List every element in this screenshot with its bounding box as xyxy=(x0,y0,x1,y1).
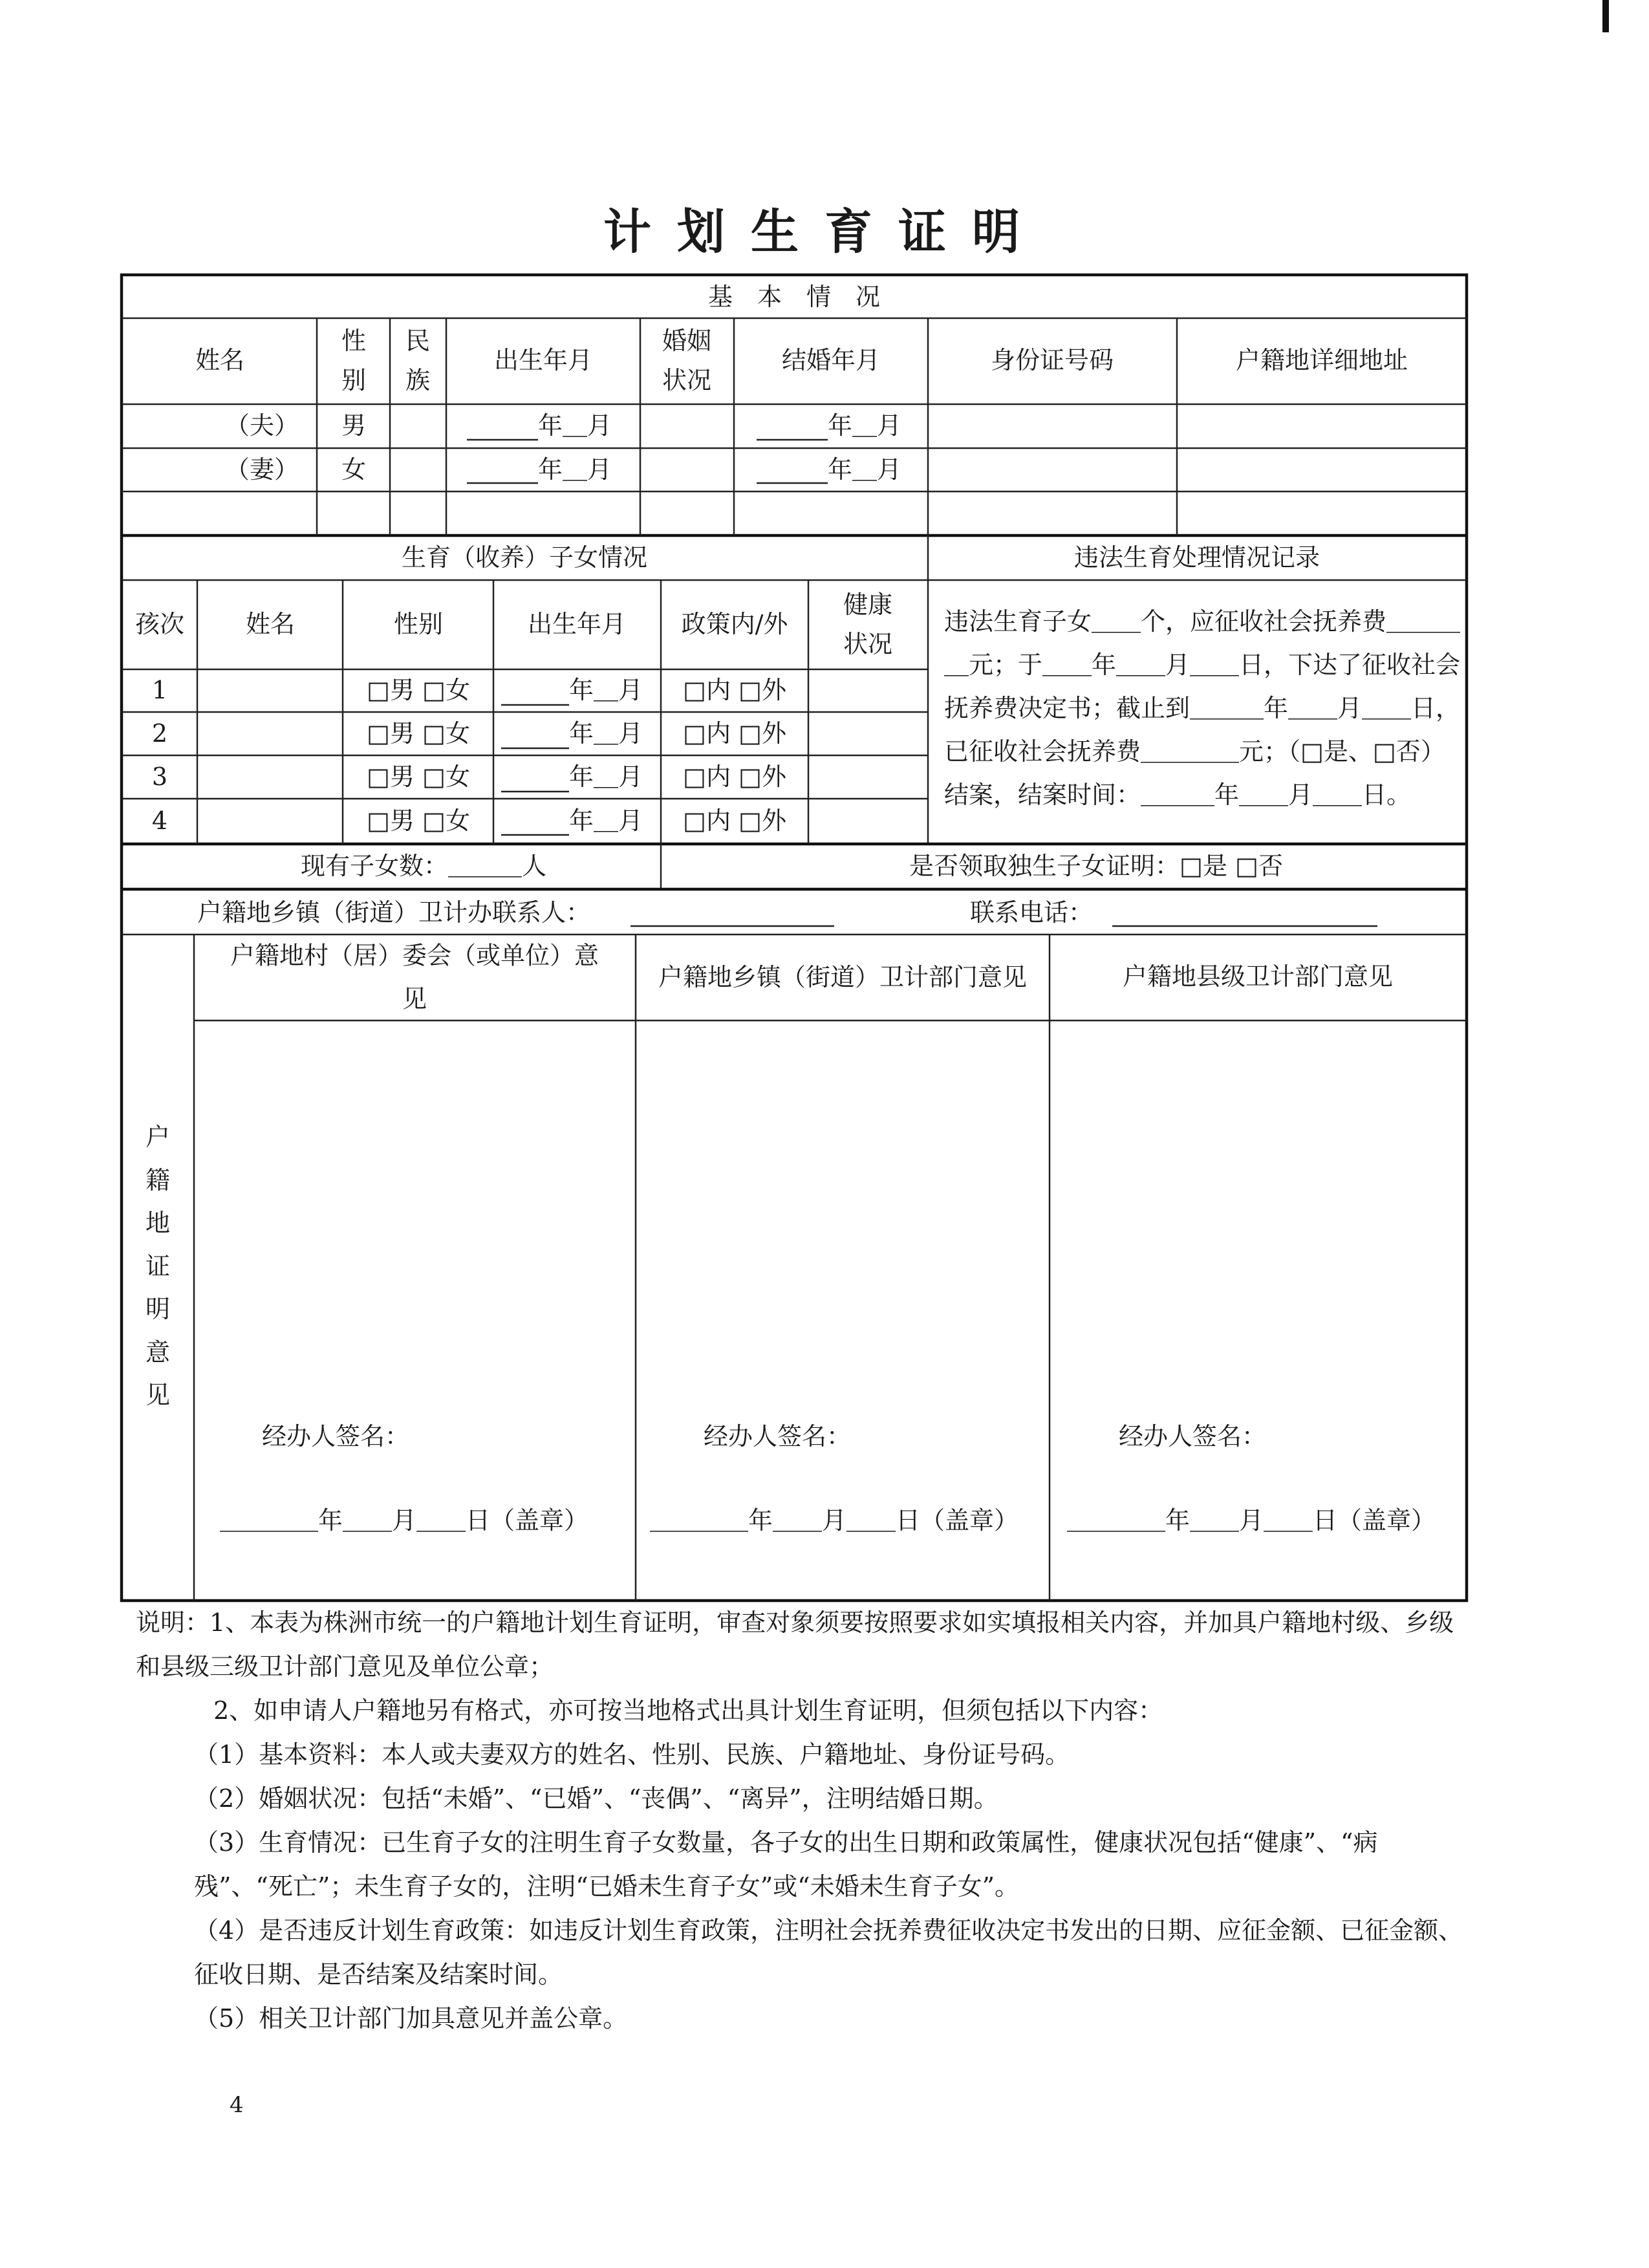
child-row-1-gender[interactable]: □男 □女 xyxy=(367,676,470,705)
child-row-3-birth[interactable]: 年＿月 xyxy=(569,762,643,792)
child-row-3-order: 3 xyxy=(151,762,168,792)
basic-h-name: 姓名 xyxy=(195,346,245,375)
child-row-1-birth[interactable]: 年＿月 xyxy=(569,676,643,705)
child-row-4-policy[interactable]: □内 □外 xyxy=(683,806,786,836)
contact-person-label: 户籍地乡镇（街道）卫计办联系人： xyxy=(197,898,591,927)
children-h-birth: 出生年月 xyxy=(527,610,627,639)
col1-date-stamp[interactable]: ＿＿＿＿年＿＿月＿＿日（盖章） xyxy=(220,1506,589,1535)
husband-gender: 男 xyxy=(341,411,367,440)
col1-signer-label: 经办人签名： xyxy=(262,1422,410,1451)
child-row-1-order: 1 xyxy=(151,676,168,705)
basic-h-marital: 婚姻状况 xyxy=(662,327,711,394)
note-2-5: （5）相关卫计部门加具意见并盖公章。 xyxy=(194,2004,628,2033)
violation-section-header: 违法生育处理情况记录 xyxy=(1073,543,1320,572)
child-row-3-policy[interactable]: □内 □外 xyxy=(683,762,786,792)
col3-signer-label: 经办人签名： xyxy=(1119,1422,1267,1451)
husband-label: （夫） xyxy=(224,411,299,440)
note-1: 说明：1、本表为株洲市统一的户籍地计划生育证明，审查对象须要按照要求如实填报相关内容，并加具户籍地村级、乡级和县级三级卫计部门意见及单位公章； xyxy=(136,1608,1454,1681)
notes-section xyxy=(136,1601,1468,2040)
child-row-4-birth[interactable]: 年＿月 xyxy=(569,806,643,836)
page-number: 4 xyxy=(230,2092,244,2118)
wife-birth[interactable]: 年＿月 xyxy=(538,455,612,484)
opinion-col2-header: 户籍地乡镇（街道）卫计部门意见 xyxy=(658,962,1027,991)
wife-gender: 女 xyxy=(341,455,367,484)
note-2-2: （2）婚姻状况：包括“未婚”、“已婚”、“丧偶”、“离异”，注明结婚日期。 xyxy=(194,1784,998,1813)
wife-label: （妻） xyxy=(224,455,299,484)
basic-h-gender: 性别 xyxy=(341,327,366,394)
note-2-1: （1）基本资料：本人或夫妻双方的姓名、性别、民族、户籍地址、身份证号码。 xyxy=(194,1740,1070,1769)
husband-married[interactable]: 年＿月 xyxy=(828,411,902,440)
only-child-certificate[interactable]: 是否领取独生子女证明：□是 □否 xyxy=(909,852,1283,881)
child-row-4-order: 4 xyxy=(151,806,168,836)
child-row-4-gender[interactable]: □男 □女 xyxy=(367,806,470,836)
basic-h-id: 身份证号码 xyxy=(990,346,1114,375)
col2-signer-label: 经办人签名： xyxy=(704,1422,852,1451)
basic-h-address: 户籍地详细地址 xyxy=(1235,346,1408,375)
opinion-col3-header: 户籍地县级卫计部门意见 xyxy=(1122,962,1394,991)
children-h-name: 姓名 xyxy=(245,610,296,639)
basic-h-ethnic: 民族 xyxy=(405,327,430,394)
basic-section-header: 基 本 情 况 xyxy=(707,283,881,312)
child-row-2-policy[interactable]: □内 □外 xyxy=(683,719,786,748)
contact-phone-label: 联系电话： xyxy=(970,898,1094,927)
page-title: 计划生育证明 xyxy=(603,204,1046,260)
note-2: 2、如申请人户籍地另有格式，亦可按当地格式出具计划生育证明，但须包括以下内容： xyxy=(213,1696,1163,1725)
basic-h-married: 结婚年月 xyxy=(781,346,881,375)
current-children-count[interactable]: 现有子女数：＿＿＿人 xyxy=(300,852,547,881)
child-row-2-birth[interactable]: 年＿月 xyxy=(569,719,643,748)
child-row-1-policy[interactable]: □内 □外 xyxy=(683,676,786,705)
children-h-policy: 政策内/外 xyxy=(681,610,788,639)
child-row-2-order: 2 xyxy=(151,719,168,748)
opinion-col1-header: 户籍地村（居）委会（或单位）意见 xyxy=(230,941,599,1013)
note-2-3: （3）生育情况：已生育子女的注明生育子女数量，各子女的出生日期和政策属性，健康状况包括“健康”、“病残”、“死亡”；未生育子女的，注明“已婚未生育子女”或“未婚未生育子女”。 xyxy=(194,1828,1378,1901)
wife-married[interactable]: 年＿月 xyxy=(828,455,902,484)
basic-h-birth: 出生年月 xyxy=(493,346,593,375)
violation-record-text: 违法生育子女＿＿个，应征收社会抚养费＿＿＿＿元；于＿＿年＿＿月＿＿日，下达了征收社会抚养费决定书；截止到＿＿＿年＿＿月＿＿日，已征收社会抚养费＿＿＿＿元；（□是、□否）结案，结案时间：＿＿＿年＿＿月＿＿日。 xyxy=(944,607,1461,809)
children-h-health: 健康状况 xyxy=(843,590,892,658)
col2-date-stamp[interactable]: ＿＿＿＿年＿＿月＿＿日（盖章） xyxy=(650,1506,1019,1535)
opinion-side-label: 户籍地证明意见 xyxy=(145,1123,170,1409)
husband-birth[interactable]: 年＿月 xyxy=(538,411,612,440)
child-row-2-gender[interactable]: □男 □女 xyxy=(367,719,470,748)
col3-date-stamp[interactable]: ＿＿＿＿年＿＿月＿＿日（盖章） xyxy=(1067,1506,1436,1535)
children-h-order: 孩次 xyxy=(135,610,185,639)
children-h-gender: 性别 xyxy=(393,610,444,639)
child-row-3-gender[interactable]: □男 □女 xyxy=(367,762,470,792)
note-2-4: （4）是否违反计划生育政策：如违反计划生育政策，注明社会抚养费征收决定书发出的日期、应征金额、已征金额、征收日期、是否结案及结案时间。 xyxy=(194,1916,1463,1989)
children-section-header: 生育（收养）子女情况 xyxy=(401,543,648,572)
